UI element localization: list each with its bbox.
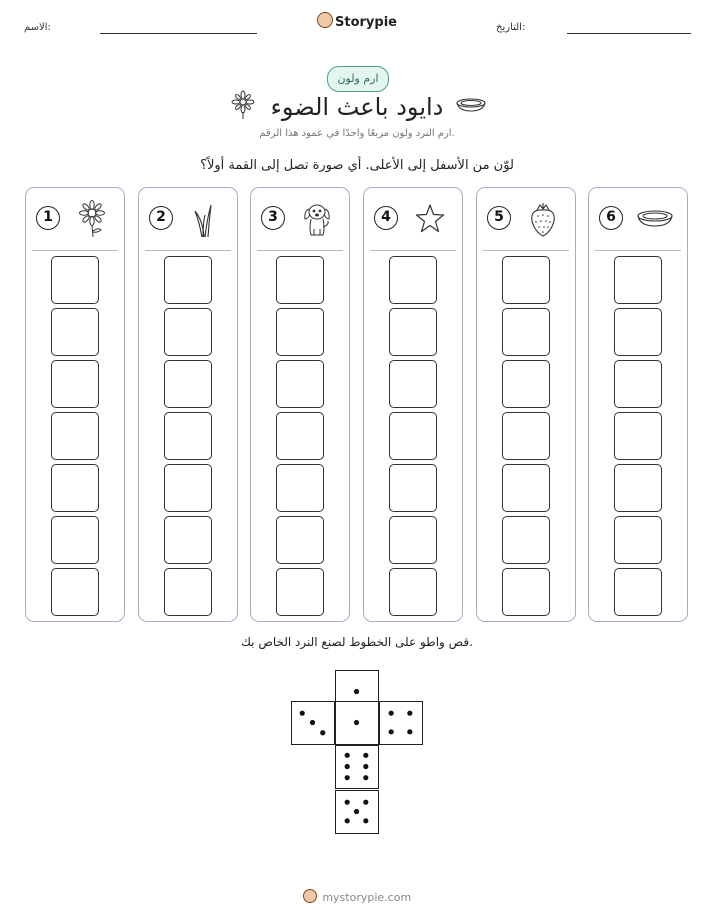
color-square[interactable] <box>276 412 324 460</box>
column-divider <box>370 250 456 251</box>
column-4 <box>363 187 463 622</box>
color-square[interactable] <box>51 360 99 408</box>
color-square[interactable] <box>389 256 437 304</box>
color-square[interactable] <box>389 464 437 512</box>
footer-url: mystorypie.com <box>322 891 412 904</box>
puppy-icon <box>297 199 337 239</box>
color-square[interactable] <box>276 464 324 512</box>
column-number: 1 <box>36 206 60 230</box>
color-square[interactable] <box>51 412 99 460</box>
subtitle: ارم النرد ولون مربعًا واحدًا في عمود هذا الرقم. <box>259 128 455 139</box>
dice-pips <box>292 702 333 743</box>
date-label: التاريخ: <box>496 22 526 33</box>
grass-icon <box>185 199 225 239</box>
brand-logo <box>0 12 714 30</box>
color-square[interactable] <box>614 516 662 564</box>
cut-instruction: قص واطو على الخطوط لصنع النرد الخاص بك. <box>241 635 473 649</box>
footer <box>0 889 714 904</box>
color-square[interactable] <box>502 464 550 512</box>
color-square[interactable] <box>502 516 550 564</box>
activity-tag: ارم ولون <box>327 66 389 92</box>
title-bowl-icon <box>455 97 487 115</box>
dice-net <box>290 670 426 836</box>
column-number: 6 <box>599 206 623 230</box>
dice-pips <box>336 791 377 832</box>
flower-icon <box>72 199 112 239</box>
color-square[interactable] <box>276 360 324 408</box>
column-header <box>477 188 575 250</box>
mascot-icon <box>317 12 333 28</box>
column-divider <box>145 250 231 251</box>
color-square[interactable] <box>51 464 99 512</box>
color-square[interactable] <box>164 412 212 460</box>
color-square[interactable] <box>614 568 662 616</box>
dice-pips <box>336 702 377 743</box>
star-icon <box>410 199 450 239</box>
column-divider <box>483 250 569 251</box>
column-number: 4 <box>374 206 398 230</box>
instruction: لوّن من الأسفل إلى الأعلى. أي صورة تصل إلى القمة أولاً؟ <box>200 158 514 173</box>
footer-mascot-icon <box>303 889 317 903</box>
brand-name: Storypie <box>335 15 397 30</box>
column-header <box>139 188 237 250</box>
color-square[interactable] <box>614 412 662 460</box>
column-1 <box>25 187 125 622</box>
column-divider <box>32 250 118 251</box>
page-title: دايود باعث الضوء <box>270 93 444 121</box>
color-square[interactable] <box>502 360 550 408</box>
column-2 <box>138 187 238 622</box>
column-header <box>26 188 124 250</box>
column-number: 2 <box>149 206 173 230</box>
column-header <box>251 188 349 250</box>
color-square[interactable] <box>51 308 99 356</box>
color-square[interactable] <box>389 308 437 356</box>
color-square[interactable] <box>276 308 324 356</box>
strawberry-icon <box>523 199 563 239</box>
dice-face-1b <box>335 701 379 745</box>
color-square[interactable] <box>614 256 662 304</box>
date-line <box>567 33 691 34</box>
column-5 <box>476 187 576 622</box>
bowl-icon <box>635 199 675 239</box>
color-square[interactable] <box>614 464 662 512</box>
color-square[interactable] <box>164 256 212 304</box>
column-number: 3 <box>261 206 285 230</box>
name-line <box>100 33 257 34</box>
color-square[interactable] <box>164 360 212 408</box>
dice-face-6 <box>335 745 379 789</box>
dice-face-5 <box>335 790 379 834</box>
color-square[interactable] <box>389 412 437 460</box>
color-square[interactable] <box>164 464 212 512</box>
color-square[interactable] <box>276 568 324 616</box>
color-square[interactable] <box>389 360 437 408</box>
color-square[interactable] <box>614 360 662 408</box>
column-number: 5 <box>487 206 511 230</box>
color-square[interactable] <box>502 308 550 356</box>
color-square[interactable] <box>164 568 212 616</box>
column-3 <box>250 187 350 622</box>
column-header <box>364 188 462 250</box>
color-square[interactable] <box>51 256 99 304</box>
column-6 <box>588 187 688 622</box>
color-square[interactable] <box>502 568 550 616</box>
color-square[interactable] <box>51 516 99 564</box>
column-header <box>589 188 687 250</box>
column-divider <box>257 250 343 251</box>
color-square[interactable] <box>389 568 437 616</box>
name-label: الاسم: <box>24 22 51 33</box>
color-square[interactable] <box>614 308 662 356</box>
dice-face-3 <box>291 701 335 745</box>
dice-pips <box>336 746 377 787</box>
dice-pips <box>380 702 421 743</box>
dice-face-4 <box>379 701 423 745</box>
color-square[interactable] <box>51 568 99 616</box>
column-divider <box>595 250 681 251</box>
color-square[interactable] <box>389 516 437 564</box>
color-square[interactable] <box>164 516 212 564</box>
color-square[interactable] <box>276 256 324 304</box>
color-square[interactable] <box>164 308 212 356</box>
color-square[interactable] <box>502 412 550 460</box>
color-square[interactable] <box>276 516 324 564</box>
color-square[interactable] <box>502 256 550 304</box>
